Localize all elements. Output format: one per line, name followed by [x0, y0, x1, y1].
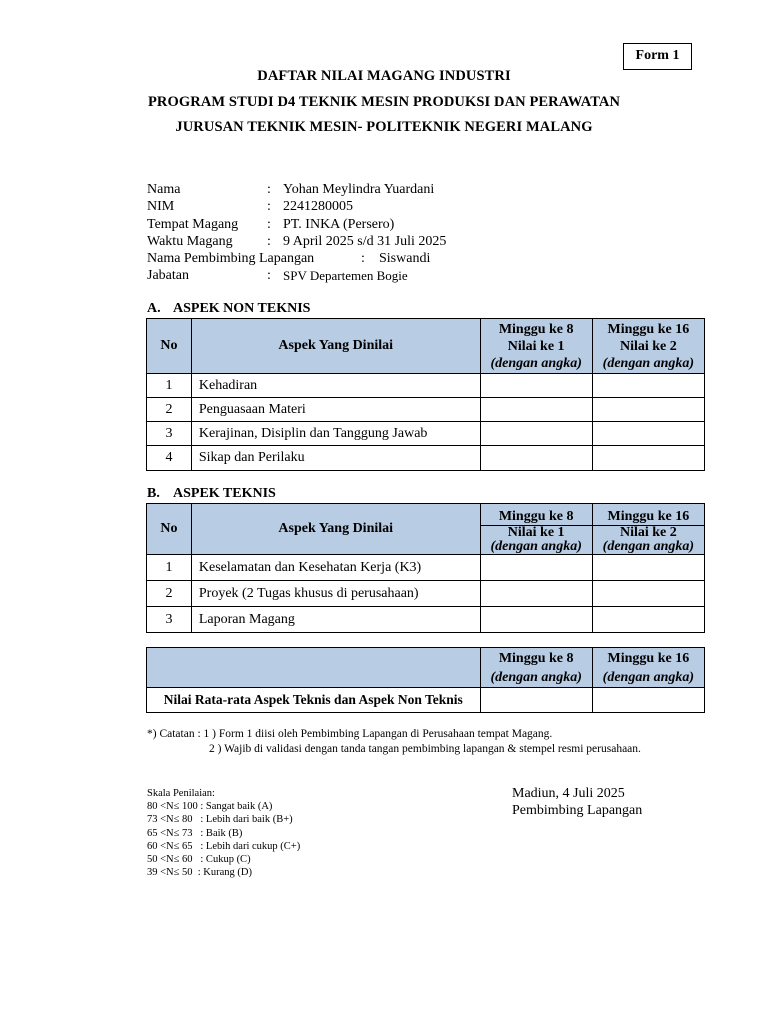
summary-header-blank — [147, 648, 481, 688]
header-week-8-score: Nilai ke 1 — [507, 525, 565, 540]
signature-role: Pembimbing Lapangan — [512, 803, 643, 818]
row-number: 2 — [147, 581, 192, 607]
summary-header-week-8 — [480, 648, 592, 688]
info-value-pembimbing: Siswandi — [379, 251, 431, 267]
header-week-16-title: Minggu ke 16 — [607, 321, 690, 337]
info-value-nim: 2241280005 — [283, 199, 353, 215]
info-row-waktu — [147, 233, 446, 250]
score-week-16-cell[interactable] — [592, 581, 704, 607]
score-week-16-cell[interactable] — [592, 446, 704, 471]
score-week-8-cell[interactable] — [480, 581, 592, 607]
table-row — [147, 422, 705, 446]
summary-week-16-title: Minggu ke 16 — [607, 650, 690, 666]
table-row — [147, 607, 705, 633]
scale-item: 60 <N≤ 65 : Lebih dari cukup (C+) — [147, 840, 301, 852]
info-label: Tempat Magang — [147, 216, 239, 232]
notes — [147, 727, 641, 756]
form-label: Form 1 — [623, 43, 692, 70]
summary-row — [147, 688, 705, 713]
average-week-8-cell[interactable] — [480, 688, 592, 713]
header-week-16-note: (dengan angka) — [602, 355, 695, 371]
header-aspek: Aspek Yang Dinilai — [191, 319, 480, 374]
section-b-letter: B. — [147, 486, 160, 501]
non-technical-table — [146, 318, 705, 471]
info-value-jabatan: SPV Departemen Bogie — [283, 268, 408, 284]
info-label: NIM — [147, 199, 175, 215]
header-week-16-title: Minggu ke 16 — [592, 504, 704, 526]
header-week-8-note: (dengan angka) — [490, 355, 582, 371]
scale-item: 39 <N≤ 50 : Kurang (D) — [147, 867, 252, 879]
section-b-label: ASPEK TEKNIS — [173, 486, 276, 501]
scale-item: 65 <N≤ 73 : Baik (B) — [147, 827, 243, 839]
row-number: 4 — [147, 446, 192, 471]
summary-week-16-note: (dengan angka) — [602, 669, 695, 685]
header-week-16-score: Nilai ke 2 — [619, 525, 677, 540]
score-week-8-cell[interactable] — [480, 555, 592, 581]
department-title: JURUSAN TEKNIK MESIN- POLITEKNIK NEGERI MALANG — [175, 119, 593, 135]
score-week-16-cell[interactable] — [592, 374, 704, 398]
section-a-label: ASPEK NON TEKNIS — [173, 301, 311, 316]
summary-header-row — [147, 648, 705, 688]
header-no: No — [147, 504, 192, 555]
scale-item: 50 <N≤ 60 : Cukup (C) — [147, 854, 251, 866]
note-line-1: *) Catatan : 1 ) Form 1 diisi oleh Pembimbing Lapangan di Perusahaan tempat Magang. — [147, 728, 553, 740]
row-number: 3 — [147, 422, 192, 446]
summary-label: Nilai Rata-rata Aspek Teknis dan Aspek Non Teknis — [147, 688, 481, 713]
info-row-pembimbing — [147, 250, 446, 267]
table-row — [147, 581, 705, 607]
score-week-16-cell[interactable] — [592, 555, 704, 581]
info-label: Jabatan — [147, 268, 189, 284]
header-week-8-note: (dengan angka) — [490, 539, 582, 554]
info-row-nim — [147, 198, 446, 215]
info-sep: : — [361, 251, 365, 267]
table-header-row — [147, 319, 705, 374]
row-aspect: Laporan Magang — [191, 607, 480, 633]
scale-title: Skala Penilaian: — [147, 788, 215, 799]
info-sep: : — [267, 268, 271, 284]
row-aspect: Kerajinan, Disiplin dan Tanggung Jawab — [191, 422, 480, 446]
info-value-tempat: PT. INKA (Persero) — [283, 216, 395, 232]
section-a-title — [147, 301, 310, 317]
summary-header-week-16 — [592, 648, 704, 688]
table-header-row — [147, 504, 705, 526]
table-row — [147, 374, 705, 398]
table-row — [147, 446, 705, 471]
header-no: No — [147, 319, 192, 374]
header-week-8-title: Minggu ke 8 — [498, 321, 574, 337]
header-week-16-score: Nilai ke 2 — [619, 338, 677, 354]
info-value-nama: Yohan Meylindra Yuardani — [283, 182, 435, 197]
info-row-nama — [147, 181, 446, 198]
info-label: Nama — [147, 182, 181, 197]
row-aspect: Kehadiran — [191, 374, 480, 398]
info-sep: : — [267, 216, 271, 232]
table-row — [147, 555, 705, 581]
table-row — [147, 398, 705, 422]
score-week-16-cell[interactable] — [592, 607, 704, 633]
header-week-16-note: (dengan angka) — [602, 539, 695, 554]
grading-scale — [147, 787, 300, 879]
info-value-waktu: 9 April 2025 s/d 31 Juli 2025 — [283, 233, 447, 249]
average-week-16-cell[interactable] — [592, 688, 704, 713]
header-week-8 — [480, 526, 592, 555]
info-label: Waktu Magang — [147, 233, 233, 249]
technical-table — [146, 503, 705, 633]
info-row-tempat — [147, 216, 446, 233]
score-week-8-cell[interactable] — [480, 607, 592, 633]
score-week-16-cell[interactable] — [592, 422, 704, 446]
header-week-8-title: Minggu ke 8 — [480, 504, 592, 526]
header-week-16 — [592, 319, 704, 374]
student-info — [147, 181, 446, 285]
info-sep: : — [267, 199, 271, 215]
score-week-8-cell[interactable] — [480, 446, 592, 471]
info-row-jabatan — [147, 267, 446, 284]
info-sep: : — [267, 182, 271, 197]
info-label: Nama Pembimbing Lapangan — [147, 251, 315, 267]
header-week-8-score: Nilai ke 1 — [507, 338, 565, 354]
header-week-8 — [480, 319, 592, 374]
summary-week-8-title: Minggu ke 8 — [498, 650, 574, 666]
header-week-16 — [592, 526, 704, 555]
row-number: 1 — [147, 555, 192, 581]
row-aspect: Penguasaan Materi — [191, 398, 480, 422]
row-number: 1 — [147, 374, 192, 398]
program-title: PROGRAM STUDI D4 TEKNIK MESIN PRODUKSI DAN PERAWATAN — [147, 94, 621, 110]
score-week-16-cell[interactable] — [592, 398, 704, 422]
summary-table — [146, 647, 705, 713]
row-aspect: Keselamatan dan Kesehatan Kerja (K3) — [191, 555, 480, 581]
scale-item: 80 <N≤ 100 : Sangat baik (A) — [147, 801, 273, 813]
row-aspect: Proyek (2 Tugas khusus di perusahaan) — [191, 581, 480, 607]
note-line-2: 2 ) Wajib di validasi dengan tanda tangan pembimbing lapangan & stempel resmi perusahaan. — [209, 742, 641, 755]
info-sep: : — [267, 233, 271, 249]
row-aspect: Sikap dan Perilaku — [191, 446, 480, 471]
scale-item: 73 <N≤ 80 : Lebih dari baik (B+) — [147, 814, 293, 826]
row-number: 3 — [147, 607, 192, 633]
score-week-8-cell[interactable] — [480, 422, 592, 446]
section-b-title — [147, 486, 276, 502]
section-a-letter: A. — [147, 301, 161, 316]
score-week-8-cell[interactable] — [480, 398, 592, 422]
signature-place-date: Madiun, 4 Juli 2025 — [512, 786, 625, 801]
summary-week-8-note: (dengan angka) — [490, 669, 582, 685]
row-number: 2 — [147, 398, 192, 422]
score-week-8-cell[interactable] — [480, 374, 592, 398]
signature-block — [512, 785, 642, 819]
document-title: DAFTAR NILAI MAGANG INDUSTRI — [257, 68, 511, 84]
header-aspek: Aspek Yang Dinilai — [191, 504, 480, 555]
